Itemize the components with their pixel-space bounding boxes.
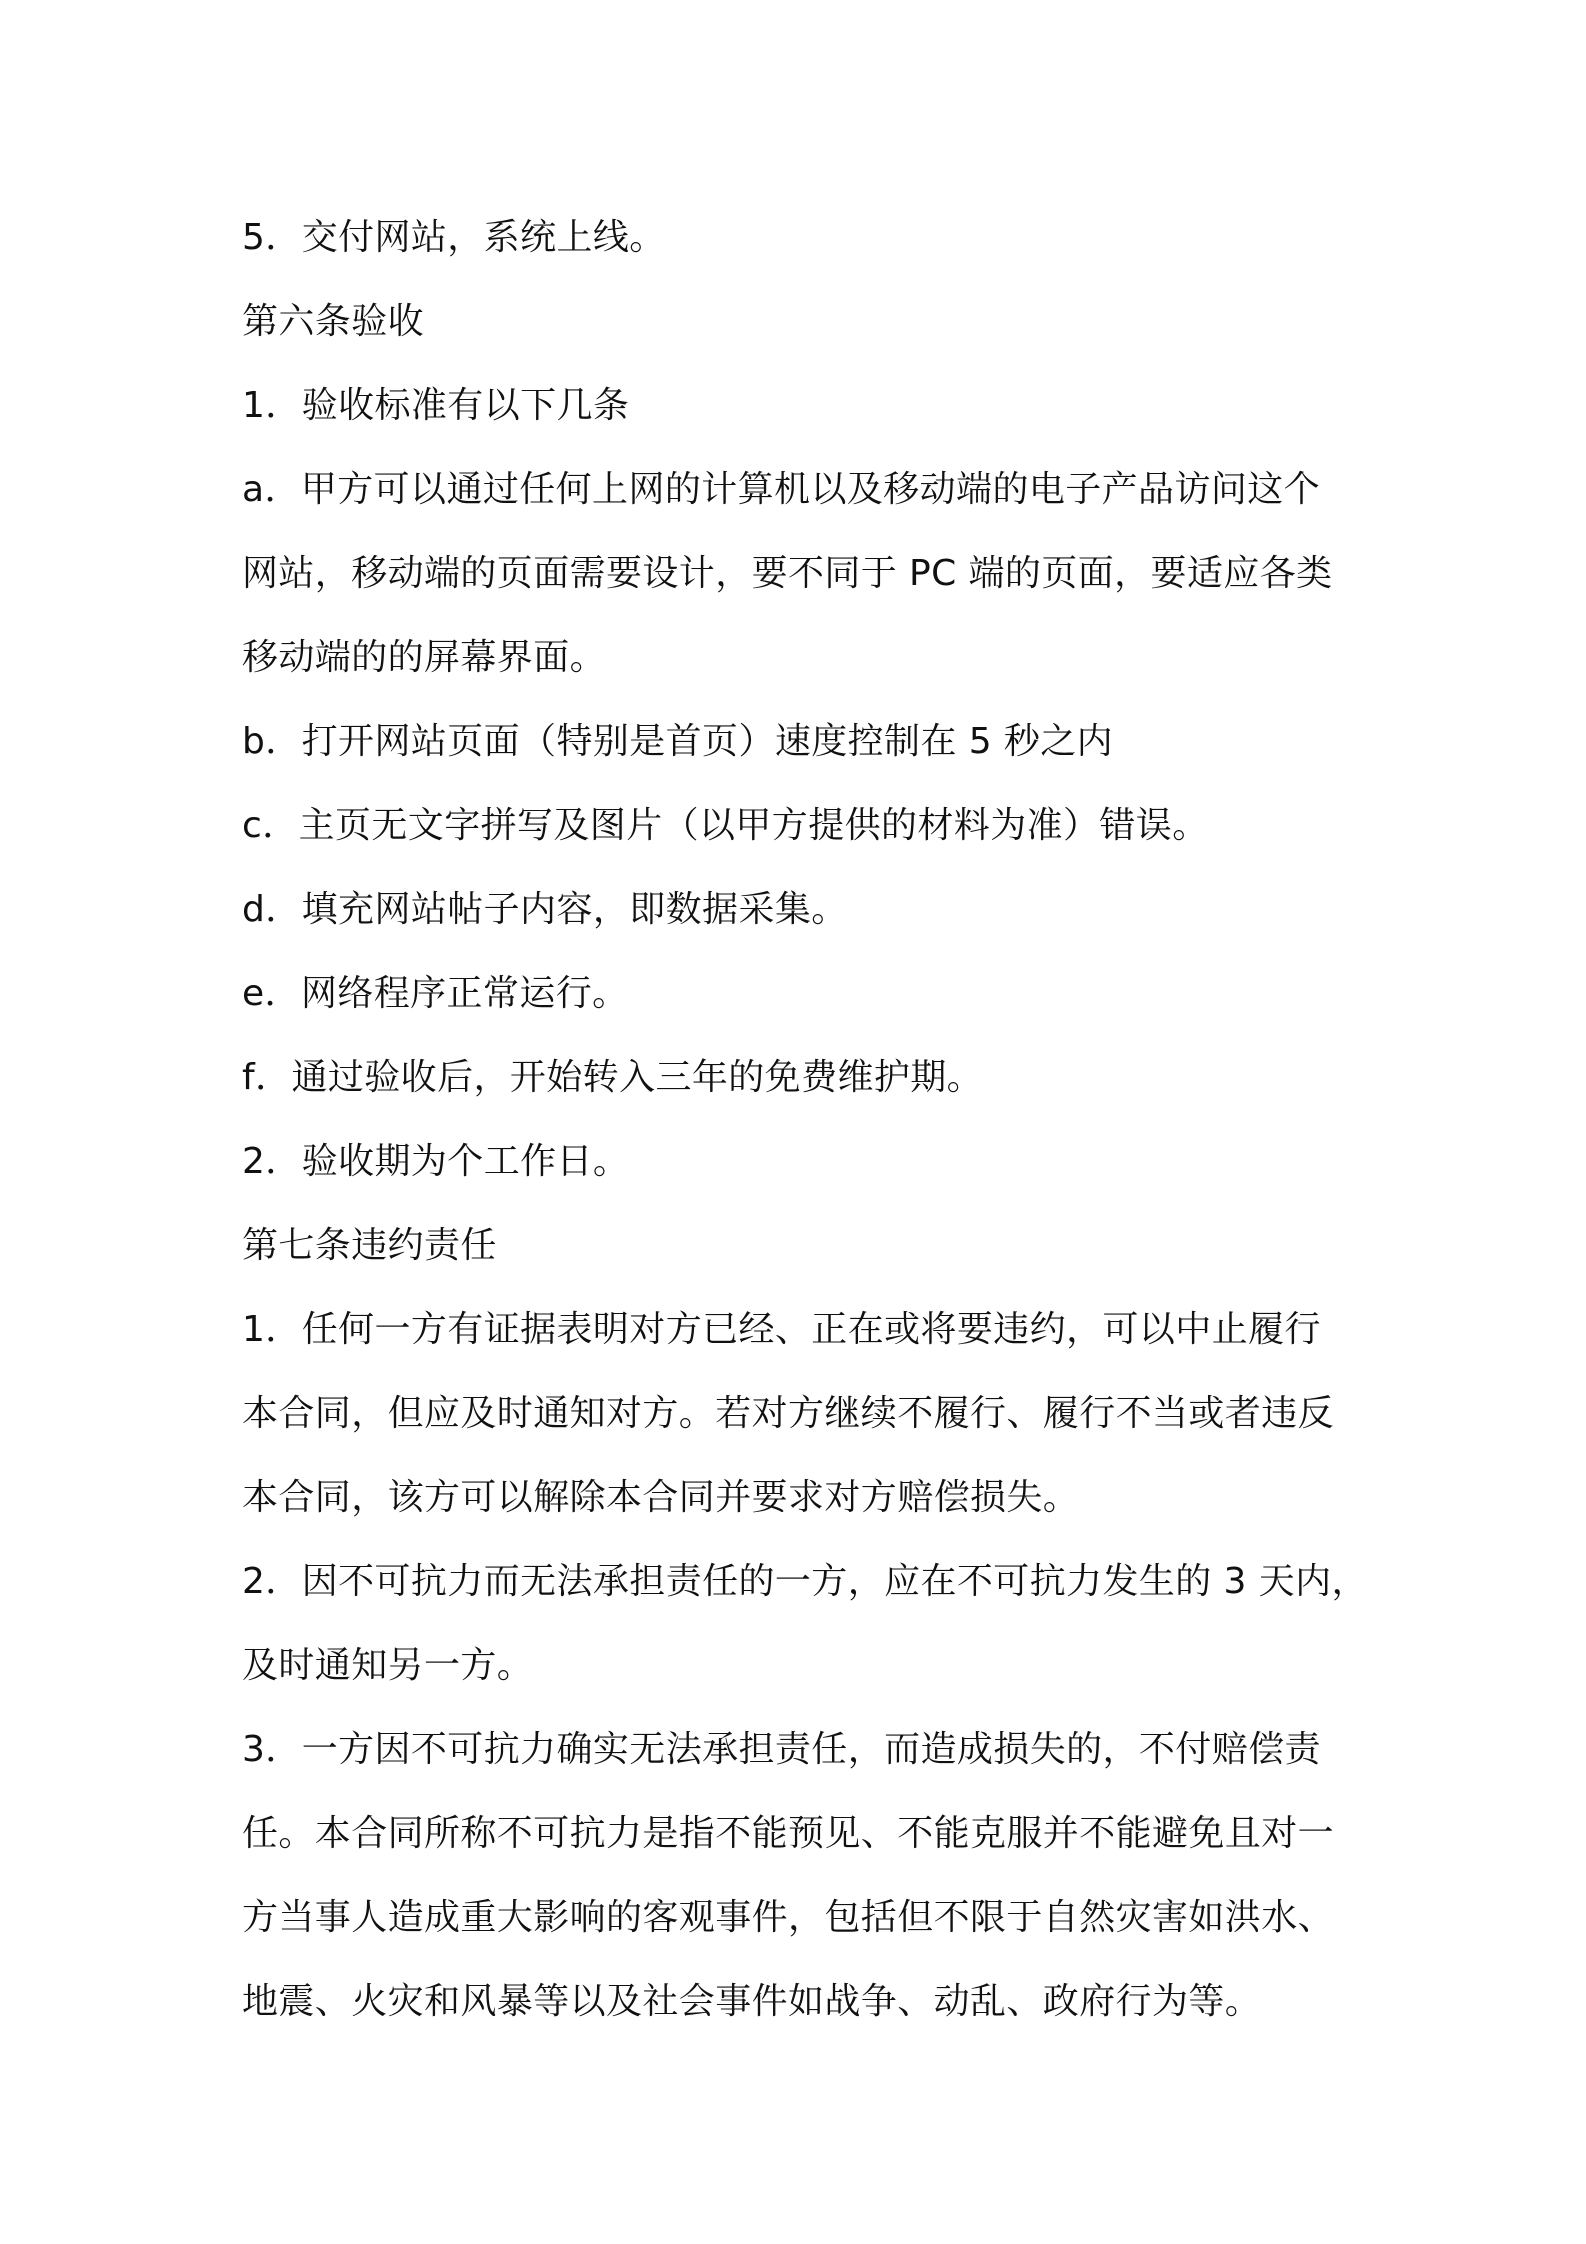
text-line: 1．验收标准有以下几条: [242, 385, 630, 426]
text-line: 2．验收期为个工作日。: [242, 1141, 630, 1182]
text-line: 3．一方因不可抗力确实无法承担责任，而造成损失的，不付赔偿责: [242, 1729, 1321, 1770]
text-line: 及时通知另一方。: [242, 1645, 534, 1686]
document-body: [242, 196, 1372, 2044]
text-line: 本合同，该方可以解除本合同并要求对方赔偿损失。: [242, 1477, 1080, 1518]
text-line: 地震、火灾和风暴等以及社会事件如战争、动乱、政府行为等。: [242, 1981, 1262, 2022]
text-line: a．甲方可以通过任何上网的计算机以及移动端的电子产品访问这个: [242, 469, 1321, 510]
text-line: 任。本合同所称不可抗力是指不能预见、不能克服并不能避免且对一: [242, 1813, 1335, 1854]
section-heading: 第七条违约责任: [242, 1225, 497, 1266]
text-line: e．网络程序正常运行。: [242, 973, 629, 1014]
section-heading: 第六条验收: [242, 301, 425, 342]
text-line: 1．任何一方有证据表明对方已经、正在或将要违约，可以中止履行: [242, 1309, 1321, 1350]
text-line: 网站，移动端的页面需要设计，要不同于 PC 端的页面，要适应各类: [242, 553, 1333, 594]
text-line: 移动端的的屏幕界面。: [242, 637, 607, 678]
text-line: f．通过验收后，开始转入三年的免费维护期。: [242, 1057, 984, 1098]
text-line: d．填充网站帖子内容，即数据采集。: [242, 889, 848, 930]
text-line: 方当事人造成重大影响的客观事件，包括但不限于自然灾害如洪水、: [242, 1897, 1335, 1938]
text-line: 本合同，但应及时通知对方。若对方继续不履行、履行不当或者违反: [242, 1393, 1335, 1434]
text-line: 2．因不可抗力而无法承担责任的一方，应在不可抗力发生的 3 天内，: [242, 1561, 1368, 1602]
text-line: 5．交付网站，系统上线。: [242, 217, 666, 258]
text-line: b．打开网站页面（特别是首页）速度控制在 5 秒之内: [242, 721, 1114, 762]
text-line: c．主页无文字拼写及图片（以甲方提供的材料为准）错误。: [242, 805, 1209, 846]
